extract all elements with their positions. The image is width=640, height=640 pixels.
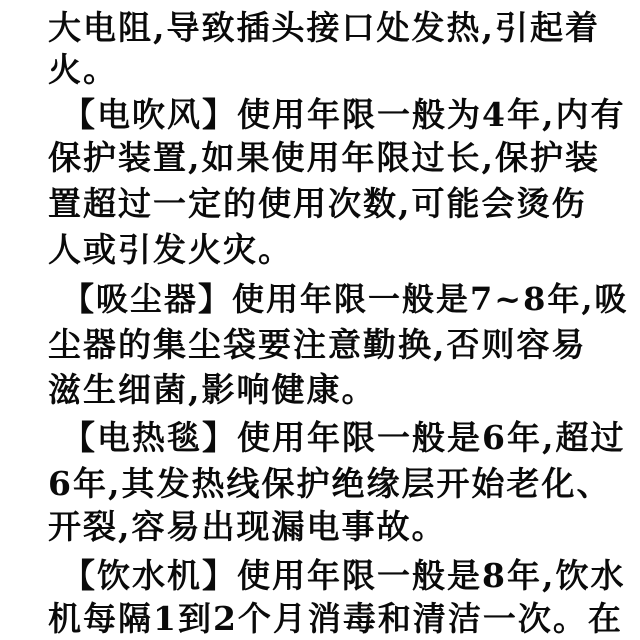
text-line-7: 【吸尘器】使用年限一般是7~8年,吸 [62, 280, 629, 318]
text-line-8: 尘器的集尘袋要注意勤换,否则容易 [48, 325, 587, 364]
text-line-1: 大电阻,导致插头接口处发热,引起着 [48, 8, 600, 47]
text-line-13: 【饮水机】使用年限一般是8年,饮水 [62, 556, 626, 595]
text-line-9: 滋生细菌,影响健康。 [48, 370, 377, 409]
text-line-10: 【电热毯】使用年限一般是6年,超过 [62, 418, 626, 457]
text-line-5: 置超过一定的使用次数,可能会烫伤 [48, 184, 587, 223]
text-line-14: 机每隔1到2个月消毒和清洁一次。在 [48, 599, 623, 638]
text-line-4: 保护装置,如果使用年限过长,保护装 [48, 138, 600, 177]
text-line-3: 【电吹风】使用年限一般为4年,内有 [62, 95, 626, 134]
text-line-2: 火。 [48, 50, 118, 89]
text-line-6: 人或引发火灾。 [48, 230, 293, 269]
text-line-11: 6年,其发热线保护绝缘层开始老化、 [48, 464, 612, 503]
text-line-12: 开裂,容易出现漏电事故。 [48, 507, 447, 546]
